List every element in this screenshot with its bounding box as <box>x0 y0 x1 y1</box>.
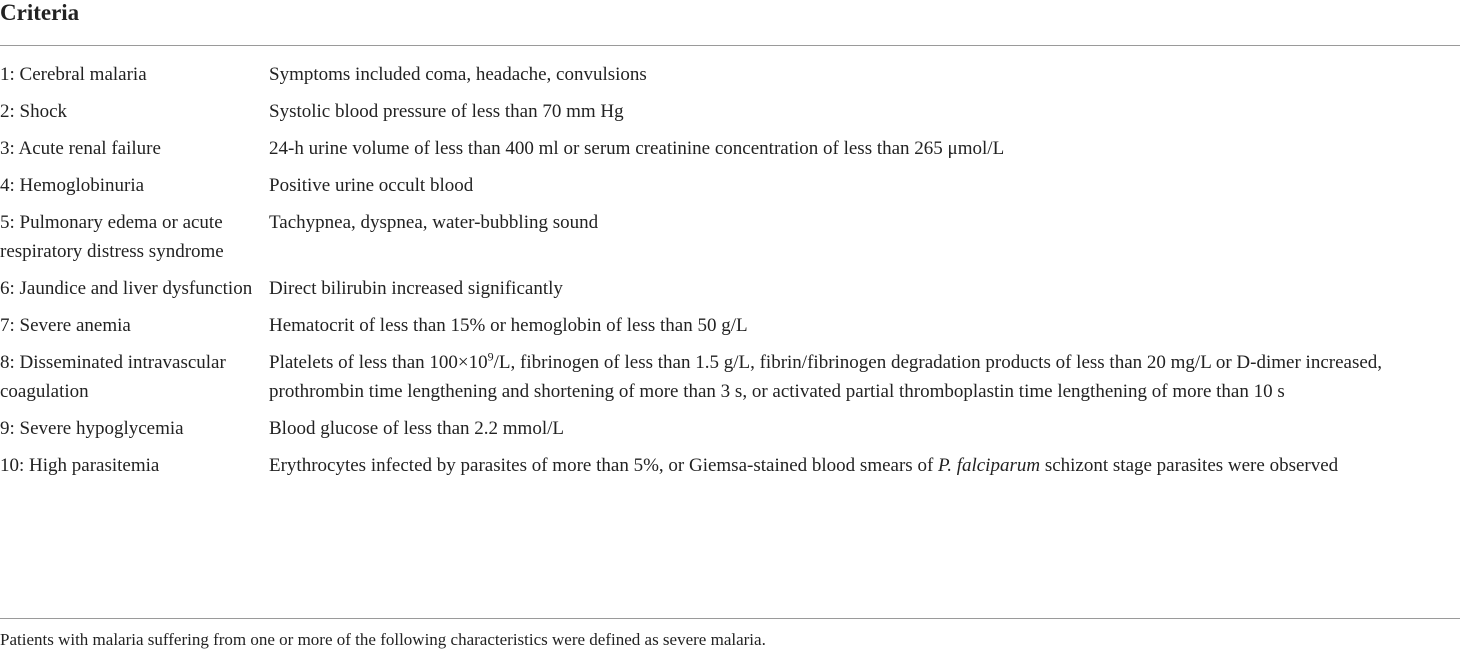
criterion-cell: 7: Severe anemia <box>0 315 131 336</box>
table-row <box>0 60 1460 89</box>
criterion-cell: 8: Disseminated intravascular coagulation <box>0 352 226 402</box>
criterion-cell: 5: Pulmonary edema or acute respiratory distress syndrome <box>0 212 224 262</box>
definition-text: schizont stage parasites were observed <box>1040 455 1339 476</box>
footer-divider <box>0 618 1460 619</box>
definition-cell: Tachypnea, dyspnea, water-bubbling sound <box>269 212 599 233</box>
table-row <box>0 134 1460 163</box>
table-row <box>0 208 1460 266</box>
definition-cell <box>269 348 1460 406</box>
definition-cell: Direct bilirubin increased significantly <box>269 278 563 299</box>
species-name-italic: P. falciparum <box>938 455 1041 476</box>
table-row <box>0 171 1460 200</box>
definition-cell: 24-h urine volume of less than 400 ml or serum creatinine concentration of less than 265 μmol/L <box>269 138 1005 159</box>
criterion-cell: 6: Jaundice and liver dysfunction <box>0 278 253 299</box>
definition-cell <box>269 451 1460 480</box>
exponent-superscript: 9 <box>487 349 494 364</box>
criterion-cell: 4: Hemoglobinuria <box>0 175 145 196</box>
criteria-table-body <box>0 60 1460 488</box>
table-row <box>0 311 1460 340</box>
definition-cell: Systolic blood pressure of less than 70 mm Hg <box>269 101 624 122</box>
definition-text: Platelets of less than 100×10 <box>269 352 488 373</box>
table-footnote: Patients with malaria suffering from one or more of the following characteristics were defined as severe malaria. <box>0 630 766 649</box>
definition-text: /L, fibrinogen of less than 1.5 g/L, fibrin/fibrinogen degradation products of less than 20 mg/L or D-dimer increased, prothrombin time lengthening and shortening of more than 3 s, or activated partial thromboplastin time lengthening of more than 10 s <box>269 352 1383 402</box>
table-row <box>0 97 1460 126</box>
table-row <box>0 414 1460 443</box>
definition-text: Erythrocytes infected by parasites of more than 5%, or Giemsa-stained blood smears of <box>269 455 939 476</box>
criterion-cell: 3: Acute renal failure <box>0 138 161 159</box>
criterion-cell: 1: Cerebral malaria <box>0 64 147 85</box>
definition-cell: Blood glucose of less than 2.2 mmol/L <box>269 418 565 439</box>
table-row <box>0 451 1460 480</box>
definition-cell: Positive urine occult blood <box>269 175 474 196</box>
table-header-criteria: Criteria <box>0 0 80 25</box>
table-row <box>0 348 1460 406</box>
header-divider <box>0 45 1460 46</box>
definition-cell: Symptoms included coma, headache, convulsions <box>269 64 647 85</box>
criterion-cell: 9: Severe hypoglycemia <box>0 418 184 439</box>
criterion-cell: 2: Shock <box>0 101 68 122</box>
definition-cell: Hematocrit of less than 15% or hemoglobin of less than 50 g/L <box>269 315 748 336</box>
criterion-cell: 10: High parasitemia <box>0 455 160 476</box>
table-row <box>0 274 1460 303</box>
